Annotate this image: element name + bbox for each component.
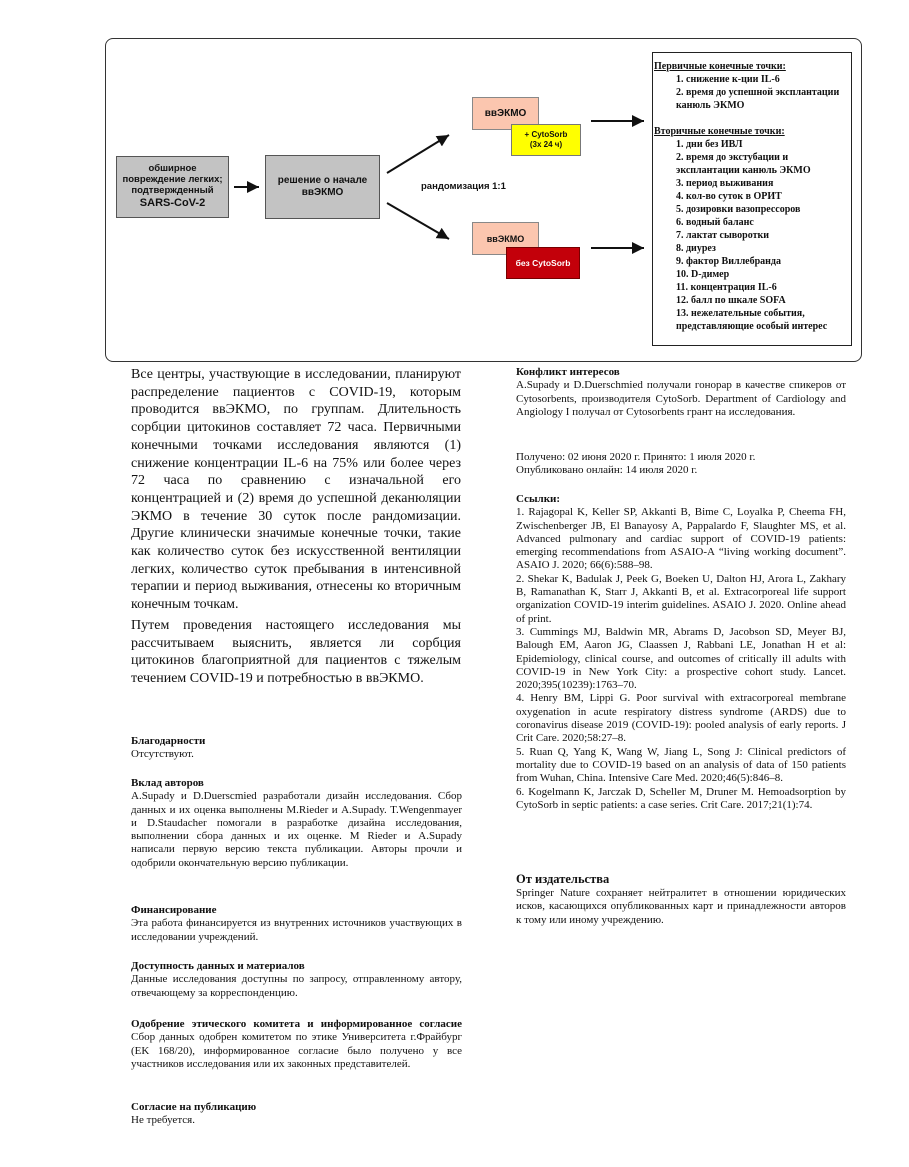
lung-box-line2: повреждение легких; [122,174,223,185]
section-heading: Одобрение этического комитета и информированное согласие [131,1018,462,1030]
body-paragraph-2: Путем проведения настоящего исследования мы рассчитываем выяснить, является ли сорбция цитокинов благоприятной для пациентов с тяжелым течением COVID-19 и потребностью в ввЭКМО. [131,617,461,686]
data-availability-section [131,960,462,1000]
study-design-figure [105,38,862,362]
secondary-endpoint: 9. фактор Виллебранда [676,256,781,267]
cytosorb-box [511,124,581,156]
dates-section [516,451,846,478]
secondary-endpoint: 12. балл по шкале SOFA [676,295,786,306]
secondary-endpoint: 3. период выживания [676,178,774,189]
secondary-endpoint: 6. водный баланс [676,217,754,228]
section-heading: Финансирование [131,904,217,916]
no-cytosorb-box: без CytoSorb [506,247,580,279]
lung-box-line1: обширное [148,163,197,174]
section-heading: Ссылки: [516,493,561,505]
section-text: Данные исследования доступны по запросу, отправленному автору, отвечающему за корреспонденцию. [131,973,462,999]
top-arm-box: ввЭКМО [472,97,539,130]
acknowledgements-section [131,735,462,762]
bottom-arm-box: ввЭКМО [472,222,539,255]
secondary-endpoint: 10. D-димер [676,269,730,280]
secondary-endpoint: 8. диурез [676,243,716,254]
section-text: Springer Nature сохраняет нейтралитет в отношении юридических исков, касающихся опубликованных карт и принадлежности авторов к тому или иному учреждению. [516,887,846,926]
reference-item: 1. Rajagopal K, Keller SP, Akkanti B, Bime C, Loyalka P, Cheema FH, Zwischenberger JB, El Banayosy A, Pappalardo F, Slaughter MS, et al. Advanced pulmonary and cardiac support of COVID-19 patients: emerging recommendations from ASAIO-A “living working document”. ASAIO J. 2020; 66(6):588–98. [516,506,846,572]
section-heading: Согласие на публикацию [131,1101,257,1113]
primary-endpoint: 2. время до успешной эксплантации канюль ЭКМО [676,87,840,111]
lung-injury-box [116,156,229,218]
section-text: A.Supady и D.Duerscmied разработали дизайн исследования. Сбор данных и их оценка выполнены M.Rieder и A.Supady. T.Wengenmayer и D.Staudacher помогали в разработке дизайна исследования, выполнении сбора данных и их оценке. M Rieder и A.Supady написали первую версию текста публикации. Авторы прочли и одобрили окончательную версию публикации. [131,790,462,869]
secondary-endpoint: 2. время до экстубации и эксплантации канюль ЭКМО [676,152,811,176]
secondary-endpoint: 1. дни без ИВЛ [676,139,743,150]
reference-item: 5. Ruan Q, Yang K, Wang W, Jiang L, Song J: Clinical predictors of mortality due to COVID-19 based on an analysis of data of 150 patients from Wuhan, China. Intensive Care Med. 2020;46(5):846–8. [516,745,846,785]
reference-item: 3. Cummings MJ, Baldwin MR, Abrams D, Jacobson SD, Meyer BJ, Balough EM, Aaron JG, Claassen J, Rabbani LE, Jonathan H et al: Epidemiology, clinical course, and outcomes of critically ill adults with COVID-19 in New York City: a prospective cohort study. Lancet. 2020;395(10239):1763–70. [516,625,846,692]
decision-box: решение о начале ввЭКМО [265,155,380,219]
publisher-section [516,887,846,927]
cytosorb-line1: + CytoSorb [524,130,568,139]
conflict-section [516,366,846,419]
lung-box-line4: SARS-CoV-2 [139,197,206,209]
secondary-endpoint: 13. нежелательные события, представляющие особый интерес [676,308,828,332]
references-section [516,493,846,812]
reference-item: 2. Shekar K, Badulak J, Peek G, Boeken U, Dalton HJ, Arora L, Zakhary B, Ramanathan K, Starr J, Akkanti B, et al. Extracorporeal life support organization COVID-19 interim guidelines. ASAIO J. 2020. Online ahead of print. [516,572,846,625]
section-heading: Доступность данных и материалов [131,960,305,972]
reference-item: 6. Kogelmann K, Jarczak D, Scheller M, Druner M. Hemoadsorption by CytoSorb in septic patients: a case series. Crit Care. 2017;21(1):74. [516,785,846,811]
contributions-section [131,777,462,870]
section-heading: Конфликт интересов [516,366,620,378]
section-text: Отсутствуют. [131,748,194,761]
consent-section [131,1101,462,1128]
arrow-to-top-arm [387,135,449,173]
ethics-section [131,1018,462,1071]
section-text: A.Supady и D.Duerschmied получали гонорар в качестве спикеров от Cytosorbents, производителя CytoSorb. Department of Cardiology and Angiology I получал от Cytosorbents грант на исследования. [516,379,846,418]
publisher-heading: От издательства [516,872,610,886]
secondary-endpoint: 4. кол-во суток в ОРИТ [676,191,782,202]
randomization-label: рандомизация 1:1 [421,181,506,192]
primary-endpoints-heading: Первичные конечные точки: [654,61,786,72]
main-body-text [131,366,461,688]
section-heading: Вклад авторов [131,777,204,789]
received-accepted-dates: Получено: 02 июня 2020 г. Принято: 1 июля 2020 г. [516,451,756,463]
section-heading: Благодарности [131,735,206,747]
primary-endpoint: 1. снижение к-ции IL-6 [676,74,780,85]
cytosorb-line2: (3х 24 ч) [529,140,563,149]
secondary-endpoint: 7. лактат сыворотки [676,230,770,241]
published-date: Опубликовано онлайн: 14 июля 2020 г. [516,464,698,477]
secondary-endpoint: 5. дозировки вазопрессоров [676,204,801,215]
body-paragraph-1: Все центры, участвующие в исследовании, планируют распределение пациентов с COVID-19, которым проводится ввЭКМО, по группам. Длительность сорбции цитокинов составляет 72 часа. Первичными конечными точками исследования являются (1) снижение концентрации IL-6 на 75% или более через 72 часа по сравнению с изначальной его концентрацией и (2) время до успешной деканюляции ЭКМО в течение 30 суток после рандомизации. Другие клинически значимые конечные точки, такие как количество суток без искусственной вентиляции легких, количество суток пребывания в интенсивной терапии и период выживания, отнесены ко вторичным конечным точкам. [131,367,461,613]
secondary-endpoints-heading: Вторичные конечные точки: [654,126,785,137]
section-text: Сбор данных одобрен комитетом по этике Университета г.Фрайбург (EK 168/20), информированное согласие было получено у все участников исследования или их законных представителей. [131,1031,462,1070]
lung-box-line3: подтвержденный [131,185,214,196]
section-text: Эта работа финансируется из внутренних источников участвующих в исследовании учреждений. [131,917,462,943]
secondary-endpoint: 11. концентрация IL-6 [676,282,777,293]
reference-item: 4. Henry BM, Lippi G. Poor survival with extracorporeal membrane oxygenation in acute respiratory distress syndrome (ARDS) due to coronavirus disease 2019 (COVID-19): pooled analysis of early reports. J Crit Care. 2020;58:27–8. [516,692,846,745]
arrow-to-bottom-arm [387,203,449,239]
funding-section [131,904,462,944]
section-text: Не требуется. [131,1114,195,1127]
endpoints-box [652,52,852,346]
